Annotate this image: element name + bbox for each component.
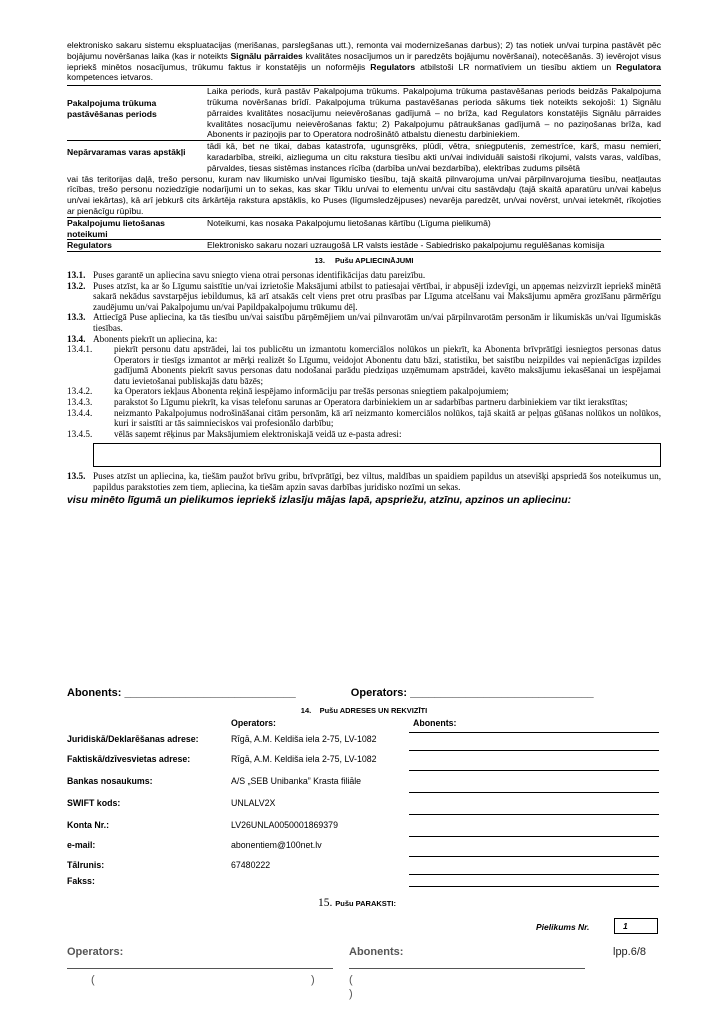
operators-name-open: ( <box>91 974 95 986</box>
addr-row-banka: Bankas nosaukums: A/S „SEB Unibanka” Krasta filiāle <box>67 776 667 790</box>
intro-text-2: kvalitātes nosacījumos un ir paredzēts bojājumu novēršanai), notecēšanās. 3) ievērojot visus iepriekš minētos nosacījumus, trūkumu faktus ir konstatējis un noformējis <box>67 50 661 72</box>
intro-text-4: kompetences ietvaros. <box>67 72 153 83</box>
abonents-field-swift[interactable] <box>409 792 659 793</box>
operators-name-close: ) <box>311 974 315 986</box>
addr-row-faktiska: Faktiskā/dzīvesvietas adrese: Rīgā, A.M. Keldiša iela 2-75, LV-1082 <box>67 754 667 768</box>
point-13-4-1: 13.4.1. piekrīt personu datu apstrādei, lai tos publicētu un izmantotu komerciālos nolūkos un piekrīt, ka Abonenta brīvprātīgi iesniegtos personas datus Operators ir tiesīgs izmantot ar mērķi realizēt šo Līgumu, veidojot Abonentu datu bāzi, statistiku, bet saistību neizpildes vai nepienācīgas izpildes gadījumā Abonents piekrīt savus personas datu nodošanai parādu piedziņas uzņēmumam apstrādei, kavēto maksājumu iekasēšanai un iespējamai datu ievietošanai publiskajās datu bāzēs; <box>67 344 661 386</box>
intro-paragraph <box>67 40 661 83</box>
point-13-4-5: 13.4.5. vēlās saņemt rēķinus par Maksājumiem elektroniskajā veidā uz e-pasta adresi: <box>67 428 402 439</box>
point-13-4-2: 13.4.2. ka Operators iekļaus Abonenta reķinā iespējamo informāciju par trešās personas sniegtiem pakalpojumiem; <box>67 386 509 397</box>
footer-abonents-label: Abonents: <box>349 946 404 958</box>
abonents-name-close: ) <box>349 988 353 1000</box>
addr-row-fakss: Fakss: <box>67 876 667 890</box>
def-text-reg: Elektronisko sakaru nozari uzraugošā LR valsts iestāde - Sabiedrisko pakalpojumu regulēšanas komisija <box>207 240 605 251</box>
section-15-title: Pušu PARAKSTI: <box>335 899 396 908</box>
def-label-reg: Regulators <box>67 240 112 251</box>
section-14-title: Pušu ADRESES UN REKVIZĪTI <box>319 706 428 715</box>
addr-row-juridiska: Juridiskā/Deklarēšanas adrese: Rīgā, A.M. Keldiša iela 2-75, LV-1082 <box>67 734 667 748</box>
addr-row-konts: Konta Nr.: LV26UNLA0050001869379 <box>67 820 667 834</box>
appendix-label: Pielikums Nr. <box>536 922 590 932</box>
point-13-5: 13.5. Puses atzīst un apliecina, ka, tiešām paužot brīvu gribu, brīvprātīgi, bez viltus, maldības un spaidiem papildus un atsevišķi apspriedā šos noteikumus un, papildus parakstoties zem tiem, apliecina, ka tiešām apzin savas darbības juridisko nozīmi un sekas. <box>67 471 661 493</box>
address-header-row <box>67 718 667 732</box>
abonents-field-konts[interactable] <box>409 814 659 815</box>
def-label-nepar: Nepārvaramas varas apstākļi <box>67 147 186 158</box>
abonents-sign-line[interactable] <box>349 968 585 969</box>
addr-row-email: e-mail: abonentiem@100net.lv <box>67 840 667 854</box>
def-text-nepar-cont: vai tās teritorijas daļā, trešo personu, kuram nav likumisko un/vai līgumisko tiesību, tajā skaitā pilnvarojuma un/vai pārpilnvarojuma tiesību, neatļautas rīcības, trešo personu noziedzīgie nodarījumi un to sekas, kas skar Tīklu un/vai to elementu un/vai citu sastāvdaļu (tajā skaitā aparatūru un/vai kabeļus un/vai iekārtas), kā arī jebkurš cits ārkārtēja rakstura apstāklis, ko Puses (līgumsledzējpuses) nevarēja paredzēt, un/vai novērst, un/vai ietekmēt, rīkojoties ar pienācīgu rūpību. <box>67 173 661 216</box>
addr-head-operators: Operators: <box>231 718 276 728</box>
def-text-noteik: Noteikumi, kas nosaka Pakalpojumu lietošanas kārtību (Līguma pielikumā) <box>207 217 491 228</box>
abonents-field-faktiska[interactable] <box>409 750 659 751</box>
abonents-field-juridiska[interactable] <box>409 732 659 733</box>
def-text-nepar: tādi kā, bet ne tikai, dabas katastrofa, ugunsgrēks, plūdi, vētra, sniegputenis, zemestrīce, karš, masu nemieri, karadarbība, streiki, aizlieguma un citu rakstura tiesību akti un/vai individuāli saistoši rīkojumi, valsts varas, valdības, pārvaldes, tiesas sistēmas instances rīcība (darbība un/vai bezdarbība), elektrības zudums pilsētā <box>207 141 661 173</box>
abonents-name-open: ( <box>349 974 353 986</box>
point-13-4-4: 13.4.4. neizmanto Pakalpojumus nodrošināšanai citām personām, kā arī neizmanto komerciālos nolūkos, tajā skaitā ar peļņas gūšanas nolūkos un nolūkos, kuri ir saistīti ar tās saimnieciskos vai profesionālo darbību; <box>67 407 661 429</box>
operators-signature[interactable]: Operators: ______________________________ <box>350 687 594 699</box>
intro-bold-3: Regulatora <box>616 61 662 72</box>
abonents-field-extra[interactable] <box>409 886 659 887</box>
section-13-heading <box>67 256 661 267</box>
def-label-pakalpojuma: Pakalpojuma trūkuma pastāvēšanas periods <box>67 98 157 119</box>
section-14-number: 14. <box>300 706 312 715</box>
def-label-noteik: Pakalpojumu lietošanas noteikumi <box>67 217 165 239</box>
section-13-title: Pušu APLIECINĀJUMI <box>335 256 414 266</box>
addr-head-abonents: Abonents: <box>413 718 457 728</box>
abonents-field-talrunis[interactable] <box>409 856 659 857</box>
document-page <box>67 40 661 506</box>
point-13-4: 13.4. Abonents piekrīt un apliecina, ka: <box>67 333 218 344</box>
addr-row-talrunis: Tālrunis: 67480222 <box>67 860 667 874</box>
section-13-body <box>67 270 661 493</box>
page-number: lpp.6/8 <box>613 946 647 958</box>
abonents-field-email[interactable] <box>409 836 659 837</box>
abonents-field-banka[interactable] <box>409 770 659 771</box>
signature-line <box>67 687 667 699</box>
point-13-4-3: 13.4.3. parakstot šo Līgumu piekrīt, ka visas telefonu sarunas ar Operatora darbiniekiem un ar sadarbības partneru darbiniekiem var tikt ierakstītas; <box>67 397 628 408</box>
intro-bold-2: Regulators <box>370 61 416 72</box>
definitions-table <box>67 85 661 252</box>
intro-text-1: elektronisko sakaru sistemu ekspluatacijas (merišanas, parslegšanas utt.), remonta vai modernizešanas darbus); 2) tas notiek un/vai turpina pastāvēt pēc bojājumu novēršanas laika (kas ir noteikts <box>67 40 661 61</box>
abonents-field-fakss[interactable] <box>409 874 659 875</box>
abonents-signature[interactable]: Abonents: ____________________________ <box>67 687 296 699</box>
def-text-pakalpojuma: Laika periods, kurā pastāv Pakalpojuma trūkums. Pakalpojuma trūkuma pastavēšanas periods beidzās Pakalpojuma trūkuma novēršanas brīdī. Pakalpojuma trūkuma pastavēšanas perioda sākums tiek noteikts sekojoši: 1) Signālu pārraides kvalitātes nosacījumu neievērošanas gadījumā – no brīža, kad Regulators konstatējis Signālu pārraides kvalitātes nosacījumu neievērošanas faktu; 2) Pakalpojumu pātraukšanas gadījumā – no paziņošanas brīža, kad Abonents ir paziņojis par to Operatora nodrošinātō atbalstu dienestu darbiniekiem. <box>207 86 661 140</box>
intro-text-3: atbilstoši LR normatīviem un tiesību aktiem un <box>420 61 612 72</box>
point-13-2: 13.2. Puses atzīst, ka ar šo Līgumu saistītie un/vai izrietošie Maksājumi atbilst to patiesajai vērtībai, ir abpusēji izdevīgi, un apņemas neizvirzīt iepriekš minētā sakarā nekādus savstarpējus iebildumus, kā arī atsakās celt viens pret otru prasības par Līguma atcelšanu vai Maksājumu apmēra grozīšanu pārmērīgu zaudējumu un/vai Pakalpojumu un/vai Papildpakalpojumu trūkumu dēļ. <box>67 280 661 312</box>
section-14-heading <box>0 706 728 715</box>
addr-row-swift: SWIFT kods: UNLALV2X <box>67 798 667 812</box>
point-13-3: 13.3. Attiecīgā Puse apliecina, ka tās tiesību un/vai saistību pārņēmējiem un/vai pilnvarotām un/vai pārpilnvarotām personām ir likumiskās un/vai līgumiskās tiesības. <box>67 312 661 333</box>
section-15-heading <box>318 897 396 909</box>
point-13-1: 13.1. Puses garantē un apliecina savu sniegto viena otrai personas identifikācijas datu pareizību. <box>67 269 426 280</box>
appendix-number-box: 1 <box>614 918 658 934</box>
intro-bold-1: Signālu pārraides <box>230 50 303 61</box>
footer-operators-label: Operators: <box>67 946 124 958</box>
section-15-number: 15. <box>318 897 333 909</box>
operators-sign-line[interactable] <box>67 968 333 969</box>
section-13-number: 13. <box>314 256 325 266</box>
agreement-statement: visu minēto līgumā un pielikumos iepriekš izlasīju mājas lapā, apspriežu, atzīnu, apzinos un apliecinu: <box>67 494 572 506</box>
email-input-box[interactable] <box>93 443 661 467</box>
